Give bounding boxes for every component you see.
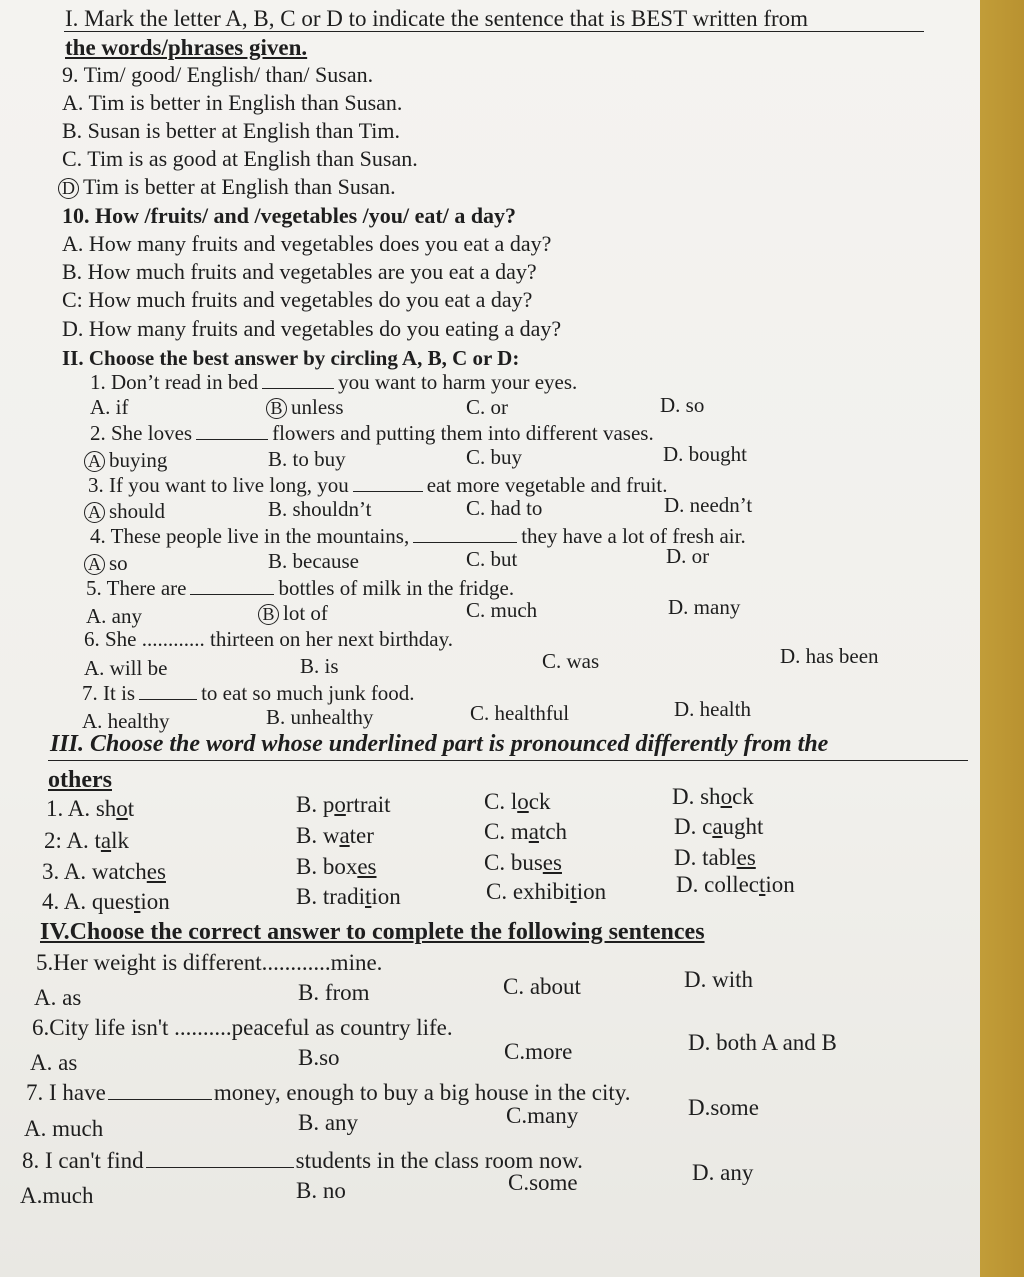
s4-q7-stem: 7. I have money, enough to buy a big house in the city. — [26, 1080, 631, 1105]
s2-q2-option-d[interactable]: D. bought — [663, 442, 747, 466]
s3-row3: 3. A. watches — [42, 859, 166, 884]
s4-q8-option-d[interactable]: D. any — [692, 1160, 754, 1185]
s2-q4-option-a[interactable]: A so — [84, 551, 128, 575]
section1-underline — [64, 31, 924, 32]
s2-q1-option-a[interactable]: A. if — [90, 395, 129, 419]
s2-q6-option-b[interactable]: B. is — [300, 654, 339, 678]
section1-title: I. Mark the letter A, B, C or D to indicate the sentence that is BEST written from — [65, 6, 809, 31]
q9-option-c[interactable]: C. Tim is as good at English than Susan. — [62, 146, 418, 171]
s4-q6-option-a[interactable]: A. as — [30, 1050, 78, 1075]
s4-q5-option-a[interactable]: A. as — [34, 985, 82, 1010]
s2-q1-option-d[interactable]: D. so — [660, 393, 705, 417]
s3-r3-option-b[interactable]: B. boxes — [296, 854, 377, 879]
section3-underline — [48, 760, 968, 761]
q10-option-d[interactable]: D. How many fruits and vegetables do you eating a day? — [62, 316, 562, 341]
s3-r1-option-b[interactable]: B. portrait — [296, 792, 391, 817]
s2-q2-option-b[interactable]: B. to buy — [268, 447, 346, 471]
s4-q6-option-c[interactable]: C.more — [504, 1039, 573, 1064]
s3-r3-option-c[interactable]: C. buses — [484, 850, 562, 875]
section1-title-2: the words/phrases given. — [65, 35, 308, 60]
s3-r2-option-d[interactable]: D. caught — [674, 814, 764, 839]
s4-q7-option-a[interactable]: A. much — [24, 1116, 104, 1141]
s3-r4-option-d[interactable]: D. collection — [676, 872, 795, 897]
s4-q5-stem: 5.Her weight is different............mine. — [36, 950, 383, 975]
section3-title: III. Choose the word whose underlined part is pronounced differently from the — [50, 731, 829, 757]
s2-q7-option-c[interactable]: C. healthful — [470, 701, 570, 725]
s2-q3-option-b[interactable]: B. shouldn’t — [268, 497, 372, 521]
s2-q6-option-c[interactable]: C. was — [542, 649, 600, 673]
s2-q5-stem: 5. There are bottles of milk in the fridge. — [86, 576, 515, 600]
s3-r2-option-c[interactable]: C. match — [484, 819, 568, 844]
s2-q7-option-d[interactable]: D. health — [674, 697, 751, 721]
s2-q4-option-c[interactable]: C. but — [466, 547, 518, 571]
q9-option-d[interactable]: D Tim is better at English than Susan. — [58, 174, 396, 200]
s3-row4: 4. A. question — [42, 889, 170, 914]
answer-circle: A — [84, 502, 105, 523]
q10-option-a[interactable]: A. How many fruits and vegetables does you eat a day? — [62, 231, 552, 256]
answer-circle: A — [84, 451, 105, 472]
s3-r4-option-b[interactable]: B. tradition — [296, 884, 401, 909]
s2-q1-stem: 1. Don’t read in bed you want to harm your eyes. — [90, 370, 578, 394]
answer-circle: B — [266, 398, 287, 419]
section4-title: IV.Choose the correct answer to complete the following sentences — [40, 919, 705, 945]
q9-option-a[interactable]: A. Tim is better in English than Susan. — [62, 90, 403, 115]
s4-q7-option-d[interactable]: D.some — [688, 1095, 759, 1120]
answer-circle: B — [258, 604, 279, 625]
s2-q1-option-c[interactable]: C. or — [466, 395, 508, 419]
s4-q5-option-b[interactable]: B. from — [298, 980, 370, 1005]
s4-q6-option-b[interactable]: B.so — [298, 1045, 340, 1070]
answer-circle: A — [84, 554, 105, 575]
s4-q5-option-c[interactable]: C. about — [503, 974, 581, 999]
q9-stem: 9. Tim/ good/ English/ than/ Susan. — [62, 62, 374, 87]
s4-q7-option-b[interactable]: B. any — [298, 1110, 359, 1135]
s3-r3-option-d[interactable]: D. tables — [674, 845, 756, 870]
q10-option-c[interactable]: C: How much fruits and vegetables do you eat a day? — [62, 287, 533, 312]
s2-q6-stem: 6. She ............ thirteen on her next birthday. — [84, 627, 453, 651]
s2-q2-option-a[interactable]: A buying — [84, 448, 167, 472]
s2-q5-option-d[interactable]: D. many — [668, 595, 741, 619]
answer-circle: D — [58, 178, 79, 199]
s3-row1: 1. A. shot — [46, 796, 135, 821]
s3-r1-option-c[interactable]: C. lock — [484, 789, 551, 814]
q10-option-b[interactable]: B. How much fruits and vegetables are you eat a day? — [62, 259, 537, 284]
s2-q5-option-a[interactable]: A. any — [86, 604, 142, 628]
s4-q7-option-c[interactable]: C.many — [506, 1103, 579, 1128]
s2-q2-stem: 2. She loves flowers and putting them into different vases. — [90, 421, 654, 445]
s3-r4-option-c[interactable]: C. exhibition — [486, 879, 607, 904]
s3-row2: 2: A. talk — [44, 828, 129, 853]
s4-q8-option-b[interactable]: B. no — [296, 1178, 346, 1203]
s2-q3-option-d[interactable]: D. needn’t — [664, 493, 753, 517]
s4-q6-stem: 6.City life isn't ..........peaceful as country life. — [32, 1015, 453, 1040]
s4-q8-option-c[interactable]: C.some — [508, 1170, 578, 1195]
q10-stem: 10. How /fruits/ and /vegetables /you/ eat/ a day? — [62, 203, 517, 228]
s2-q7-option-b[interactable]: B. unhealthy — [266, 705, 374, 729]
s2-q5-option-c[interactable]: C. much — [466, 598, 538, 622]
s4-q8-stem: 8. I can't find students in the class room now. — [22, 1148, 583, 1173]
s3-r2-option-b[interactable]: B. water — [296, 823, 374, 848]
s2-q4-option-b[interactable]: B. because — [268, 549, 359, 573]
s2-q2-option-c[interactable]: C. buy — [466, 445, 523, 469]
s4-q8-option-a[interactable]: A.much — [20, 1183, 94, 1208]
s2-q3-option-c[interactable]: C. had to — [466, 496, 543, 520]
s2-q6-option-a[interactable]: A. will be — [84, 656, 168, 680]
s2-q7-option-a[interactable]: A. healthy — [82, 709, 170, 733]
q9-option-b[interactable]: B. Susan is better at English than Tim. — [62, 118, 400, 143]
s2-q6-option-d[interactable]: D. has been — [780, 644, 879, 668]
s2-q4-stem: 4. These people live in the mountains, they have a lot of fresh air. — [90, 524, 746, 548]
s2-q1-option-b[interactable]: B unless — [266, 395, 344, 419]
s2-q3-stem: 3. If you want to live long, you eat more vegetable and fruit. — [88, 473, 668, 497]
s4-q5-option-d[interactable]: D. with — [684, 967, 753, 992]
s2-q4-option-d[interactable]: D. or — [666, 544, 710, 568]
s4-q6-option-d[interactable]: D. both A and B — [688, 1030, 837, 1055]
s2-q3-option-a[interactable]: A should — [84, 499, 165, 523]
s3-r1-option-d[interactable]: D. shock — [672, 784, 754, 809]
section3-title-2: others — [48, 767, 112, 793]
s2-q5-option-b[interactable]: B lot of — [258, 601, 328, 625]
s2-q7-stem: 7. It is to eat so much junk food. — [82, 681, 415, 705]
section2-title: II. Choose the best answer by circling A, B, C or D: — [62, 346, 520, 370]
